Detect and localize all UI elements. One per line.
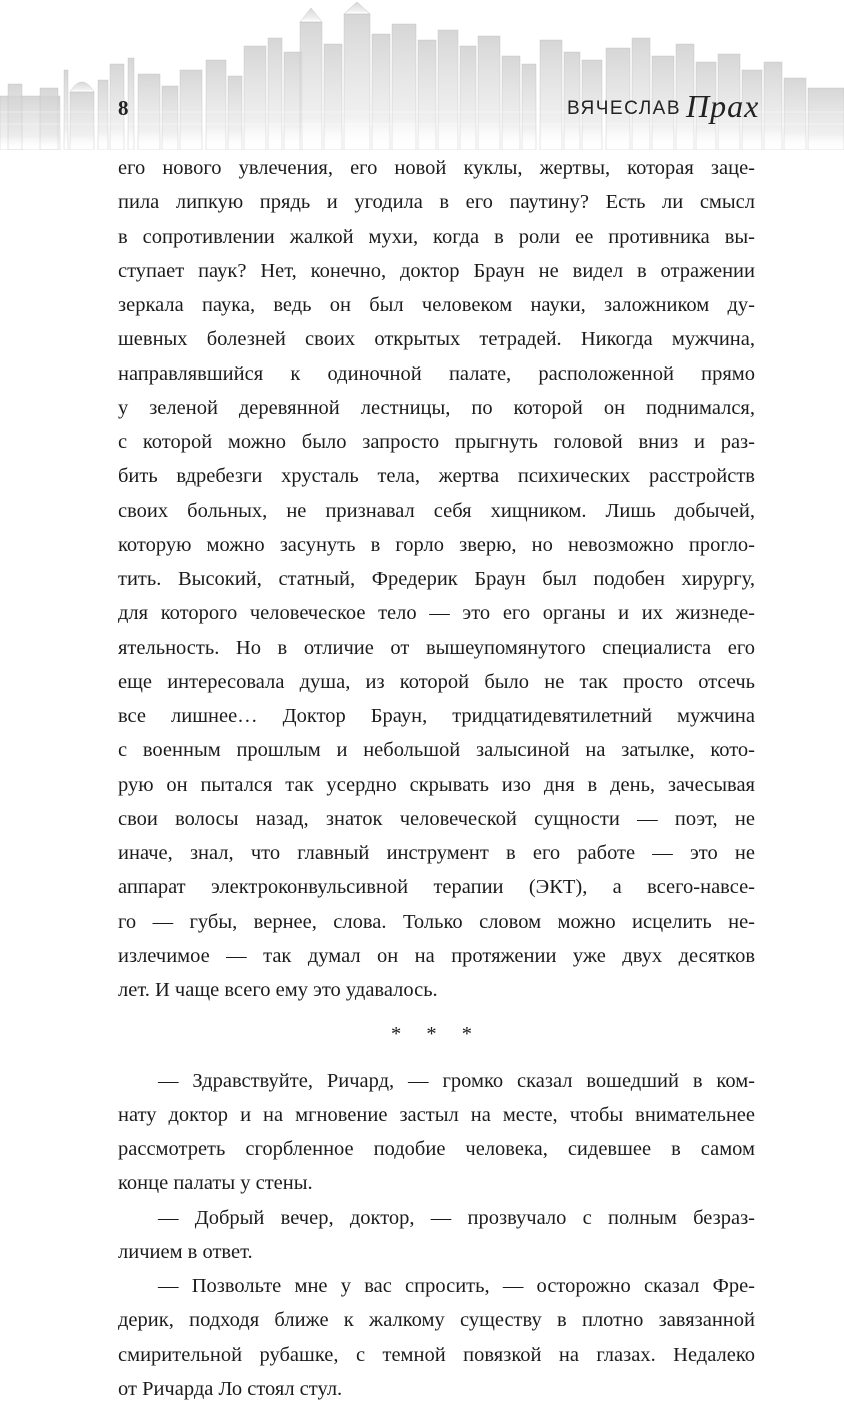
text-line: лет. И чаще всего ему это удавалось. [118, 979, 438, 1001]
text-line: иначе, знал, что главный инструмент в его работе — это не [118, 842, 755, 864]
text-line: рую он пытался так усердно скрывать изо дня в день, зачесывая [118, 773, 755, 796]
text-line: свои волосы назад, знаток человеческой сущности — поэт, не [118, 807, 755, 830]
text-line: — Позвольте мне у вас спросить, — осторожно сказал Фре- [158, 1275, 755, 1297]
text-line: с которой можно было запросто прыгнуть головой вниз и раз- [118, 431, 755, 453]
text-line: его нового увлечения, его новой куклы, жертвы, которая заце- [118, 157, 755, 179]
text-line: — Добрый вечер, доктор, — прозвучало с полным безраз- [158, 1206, 755, 1229]
paragraph-3 [118, 1201, 755, 1270]
text-line: конце палаты у стены. [118, 1172, 313, 1195]
text-line: своих больных, не признавал себя хищником. Лишь добычей, [118, 499, 755, 522]
text-line: пила липкую прядь и угодила в его паутину? Есть ли смысл [118, 191, 755, 214]
page-number: 8 [118, 96, 129, 120]
page-body [118, 151, 755, 1406]
text-line: от Ричарда Ло стоял стул. [118, 1377, 343, 1400]
text-line: го — губы, вернее, слова. Только словом можно исцелить не- [118, 910, 755, 933]
text-line: — Здравствуйте, Ричард, — громко сказал вошедший в ком- [158, 1069, 755, 1092]
text-line: смирительной рубашке, с темной повязкой на глазах. Недалеко [118, 1343, 755, 1366]
text-line: у зеленой деревянной лестницы, по которой он поднимался, [118, 396, 755, 419]
text-line: еще интересовала душа, из которой было не так просто отсечь [118, 670, 755, 693]
text-line: бить вдребезги хрусталь тела, жертва психических расстройств [118, 465, 755, 488]
city-skyline-illustration [0, 0, 844, 150]
text-line: направлявшийся к одиночной палате, расположенной прямо [118, 362, 755, 385]
text-line: зеркала паука, ведь он был человеком науки, заложником ду- [118, 294, 755, 316]
paragraph-4 [118, 1269, 755, 1406]
text-line: которую можно засунуть в горло зверю, но невозможно прогло- [118, 533, 755, 556]
text-line: рассмотреть сгорбленное подобие человека, сидевшее в самом [118, 1138, 755, 1160]
text-line: дерик, подходя ближе к жалкому существу в плотно завязанной [118, 1309, 755, 1332]
text-line: с военным прошлым и небольшой залысиной на затылке, кото- [118, 739, 755, 762]
text-line: нату доктор и на мгновение застыл на месте, чтобы внимательнее [118, 1103, 755, 1126]
text-line: все лишнее… Доктор Браун, тридцатидевятилетний мужчина [118, 705, 755, 727]
text-line: ятельность. Но в отличие от вышеупомянутого специалиста его [118, 636, 755, 659]
text-line: в сопротивлении жалкой мухи, когда в роли ее противника вы- [118, 225, 755, 248]
text-line: шевных болезней своих открытых тетрадей. Никогда мужчина, [118, 328, 755, 351]
book-title: Прах [686, 88, 760, 124]
paragraph-1 [118, 151, 755, 1007]
text-line: аппарат электроконвульсивной терапии (ЭКТ), а всего-навсе- [118, 876, 755, 899]
text-line: ступает паук? Нет, конечно, доктор Браун не видел в отражении [118, 259, 755, 282]
text-line: излечимое — так думал он на протяжении уже двух десятков [118, 944, 755, 967]
page-header [0, 0, 844, 150]
paragraph-2 [118, 1064, 755, 1201]
text-line: личием в ответ. [118, 1240, 253, 1263]
text-line: для которого человеческое тело — это его органы и их жизнеде- [118, 602, 755, 625]
section-separator: * * * [391, 1023, 482, 1046]
text-line: тить. Высокий, статный, Фредерик Браун был подобен хирургу, [118, 568, 755, 590]
author-name: ВЯЧЕСЛАВ [567, 98, 682, 119]
